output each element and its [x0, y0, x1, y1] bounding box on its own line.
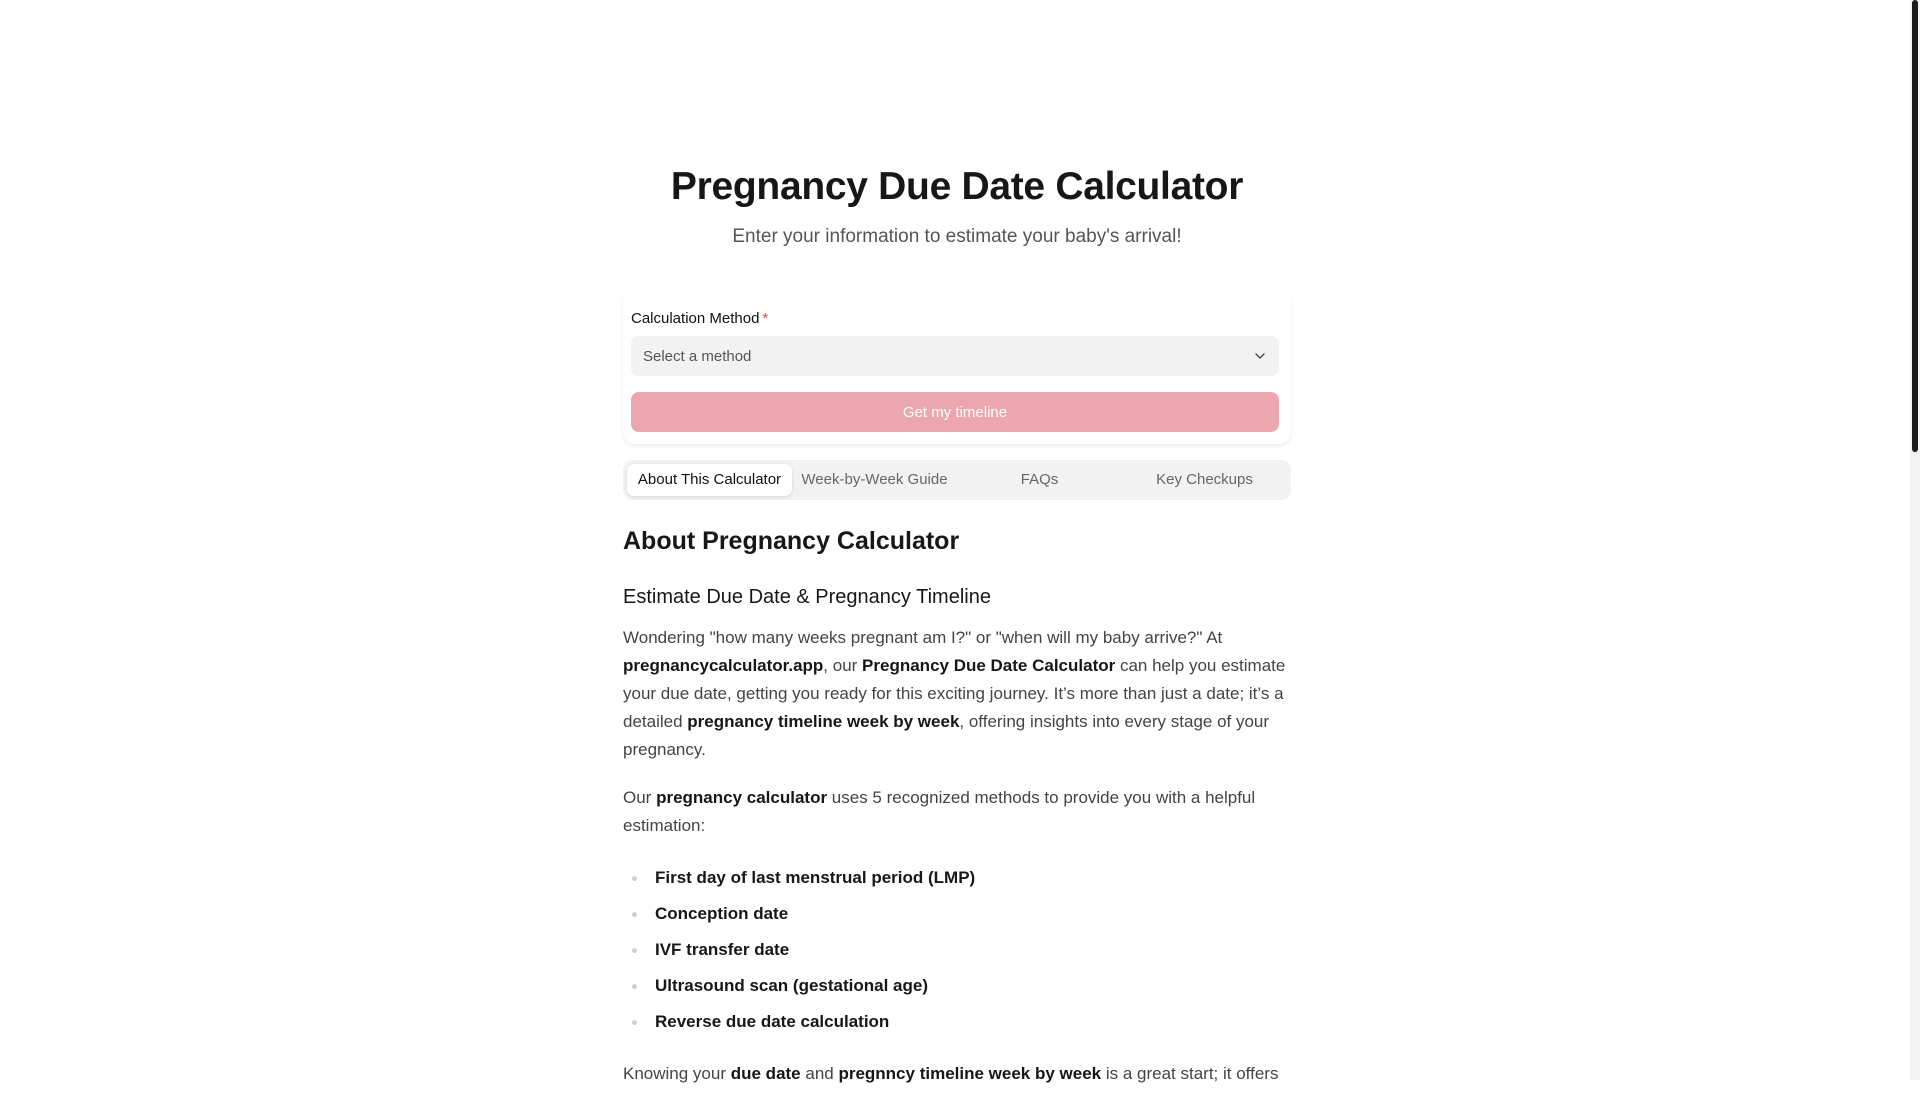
get-timeline-button[interactable]: Get my timeline [631, 392, 1279, 432]
list-item: Reverse due date calculation [623, 1004, 1291, 1040]
methods-list [623, 860, 1291, 1040]
chevron-down-icon [1253, 349, 1267, 363]
scrollbar-thumb[interactable] [1912, 0, 1918, 452]
list-item: Ultrasound scan (gestational age) [623, 968, 1291, 1004]
calculation-method-select[interactable] [631, 336, 1279, 376]
about-heading: About Pregnancy Calculator [623, 527, 960, 555]
tab-faqs[interactable]: FAQs [1020, 471, 1059, 488]
required-asterisk: * [762, 310, 769, 327]
list-item: IVF transfer date [623, 932, 1291, 968]
methods-intro-paragraph: Our pregnancy calculator uses 5 recognized methods to provide you with a helpful estimation: [623, 788, 1256, 835]
tab-about[interactable]: About This Calculator [627, 464, 792, 496]
intro-paragraph: Wondering "how many weeks pregnant am I?" or "when will my baby arrive?" At pregnancycalculator.app, our Pregnancy Due Date Calculator can help you estimate your due date, getting you ready for this exciting journey. It’s more than just a date; it’s a detailed pregnancy timeline week by week, offering insights into every stage of your pregnancy. [623, 628, 1286, 759]
about-content [623, 527, 1291, 1108]
tab-week-by-week[interactable]: Week-by-Week Guide [801, 471, 948, 488]
calculation-method-label-text: Calculation Method [631, 310, 760, 327]
select-placeholder: Select a method [643, 347, 752, 365]
list-item: First day of last menstrual period (LMP) [623, 860, 1291, 896]
calculation-method-label [631, 310, 768, 327]
tab-key-checkups[interactable]: Key Checkups [1156, 471, 1253, 488]
page-title: Pregnancy Due Date Calculator [670, 165, 1244, 208]
about-subheading: Estimate Due Date & Pregnancy Timeline [623, 586, 991, 608]
list-item: Conception date [623, 896, 1291, 932]
tab-bar [623, 460, 1291, 500]
scrollbar-track[interactable] [1910, 0, 1920, 1080]
closing-paragraph: Knowing your due date and pregnncy timeline week by week is a great start; it offers [623, 1064, 1279, 1083]
page-subtitle: Enter your information to estimate your baby's arrival! [732, 226, 1182, 247]
